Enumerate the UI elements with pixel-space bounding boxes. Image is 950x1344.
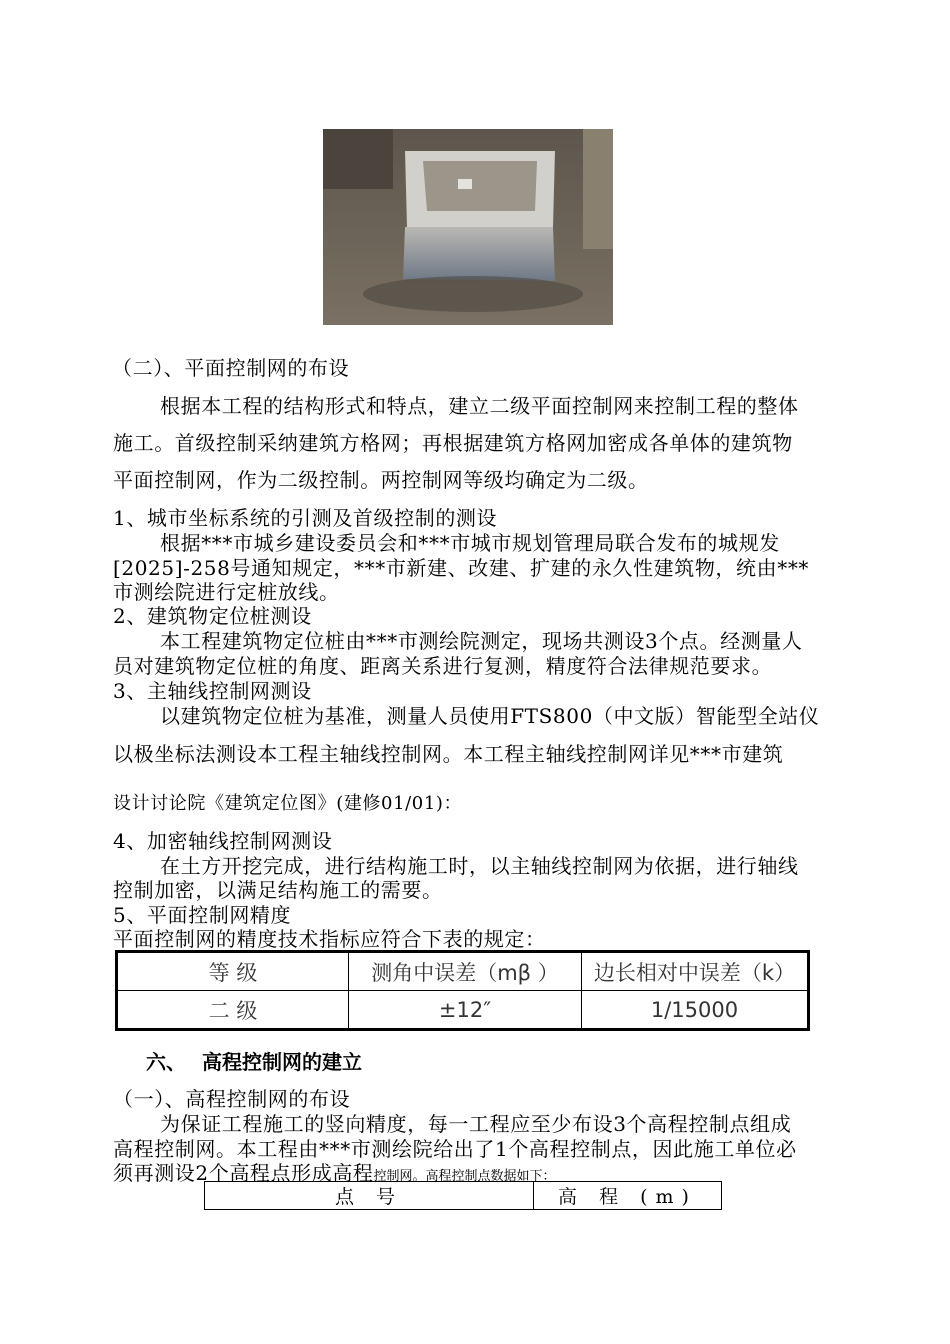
item-3-title: 3、主轴线控制网测设 xyxy=(113,679,312,703)
item-1-line-1: 根据***市城乡建设委员会和***市城市规划管理局联合发布的城规发 xyxy=(160,531,780,555)
precision-table xyxy=(115,950,810,1031)
section-6-title: 高程控制网的建立 xyxy=(202,1050,362,1074)
benchmark-photo xyxy=(323,129,613,325)
benchmark-photo-drawing xyxy=(323,129,613,325)
item-1-title: 1、城市坐标系统的引测及首级控制的测设 xyxy=(113,506,498,530)
table-header-row xyxy=(205,1182,722,1210)
para-1-line-1: 根据本工程的结构形式和特点，建立二级平面控制网来控制工程的整体 xyxy=(160,394,799,418)
item-3-line-2: 以极坐标法测设本工程主轴线控制网。本工程主轴线控制网详见***市建筑 xyxy=(113,742,784,766)
item-2-title: 2、建筑物定位桩测设 xyxy=(113,604,312,628)
elevation-table xyxy=(204,1181,722,1210)
para-1-line-2: 施工。首级控制采纳建筑方格网；再根据建筑方格网加密成各单体的建筑物 xyxy=(113,431,793,455)
para-6-1-line-3a: 须再测设2个高程点形成高程 xyxy=(113,1161,374,1185)
table-header-cell: 等 级 xyxy=(117,952,349,991)
table-cell: 二 级 xyxy=(117,991,349,1030)
table-header-row xyxy=(117,952,809,991)
item-5-title: 5、平面控制网精度 xyxy=(113,903,292,927)
item-4-title: 4、加密轴线控制网测设 xyxy=(113,829,333,853)
para-1-line-3: 平面控制网，作为二级控制。两控制网等级均确定为二级。 xyxy=(113,468,649,492)
section-6-1-title: （一）、高程控制网的布设 xyxy=(113,1087,351,1111)
item-4-line-1: 在土方开挖完成，进行结构施工时，以主轴线控制网为依据，进行轴线 xyxy=(160,854,799,878)
item-1-line-2: [2025]-258号通知规定，***市新建、改建、扩建的永久性建筑物，统由*** xyxy=(113,556,810,580)
item-1-line-3: 市测绘院进行定桩放线。 xyxy=(113,580,340,604)
table-header-cell: 高 程 (m) xyxy=(534,1182,722,1210)
para-6-1-line-2: 高程控制网。本工程由***市测绘院给出了1个高程控制点，因此施工单位必 xyxy=(113,1137,797,1161)
table-cell: ±12″ xyxy=(349,991,582,1030)
table-row xyxy=(117,991,809,1030)
table-header-cell: 点 号 xyxy=(205,1182,534,1210)
table-header-cell: 测角中误差（mβ ） xyxy=(349,952,582,991)
section-2-title: （二）、平面控制网的布设 xyxy=(112,356,350,380)
item-2-line-2: 员对建筑物定位桩的角度、距离关系进行复测，精度符合法律规范要求。 xyxy=(113,654,773,678)
item-5-intro: 平面控制网的精度技术指标应符合下表的规定： xyxy=(113,927,546,951)
table-cell: 1/15000 xyxy=(582,991,809,1030)
item-4-line-2: 控制加密，以满足结构施工的需要。 xyxy=(113,878,443,902)
para-6-1-line-1: 为保证工程施工的竖向精度，每一工程应至少布设3个高程控制点组成 xyxy=(160,1112,792,1136)
section-6-number: 六、 xyxy=(146,1050,186,1074)
item-2-line-1: 本工程建筑物定位桩由***市测绘院测定，现场共测设3个点。经测量人 xyxy=(160,629,803,653)
item-3-line-3: 设计讨论院《建筑定位图》(建修01/01)： xyxy=(113,793,463,814)
para-6-1-line-3b: 控制网。高程控制点数据如下： xyxy=(373,1169,556,1184)
table-header-cell: 边长相对中误差（k） xyxy=(582,952,809,991)
item-3-line-1: 以建筑物定位桩为基准，测量人员使用FTS800（中文版）智能型全站仪 xyxy=(160,704,820,728)
